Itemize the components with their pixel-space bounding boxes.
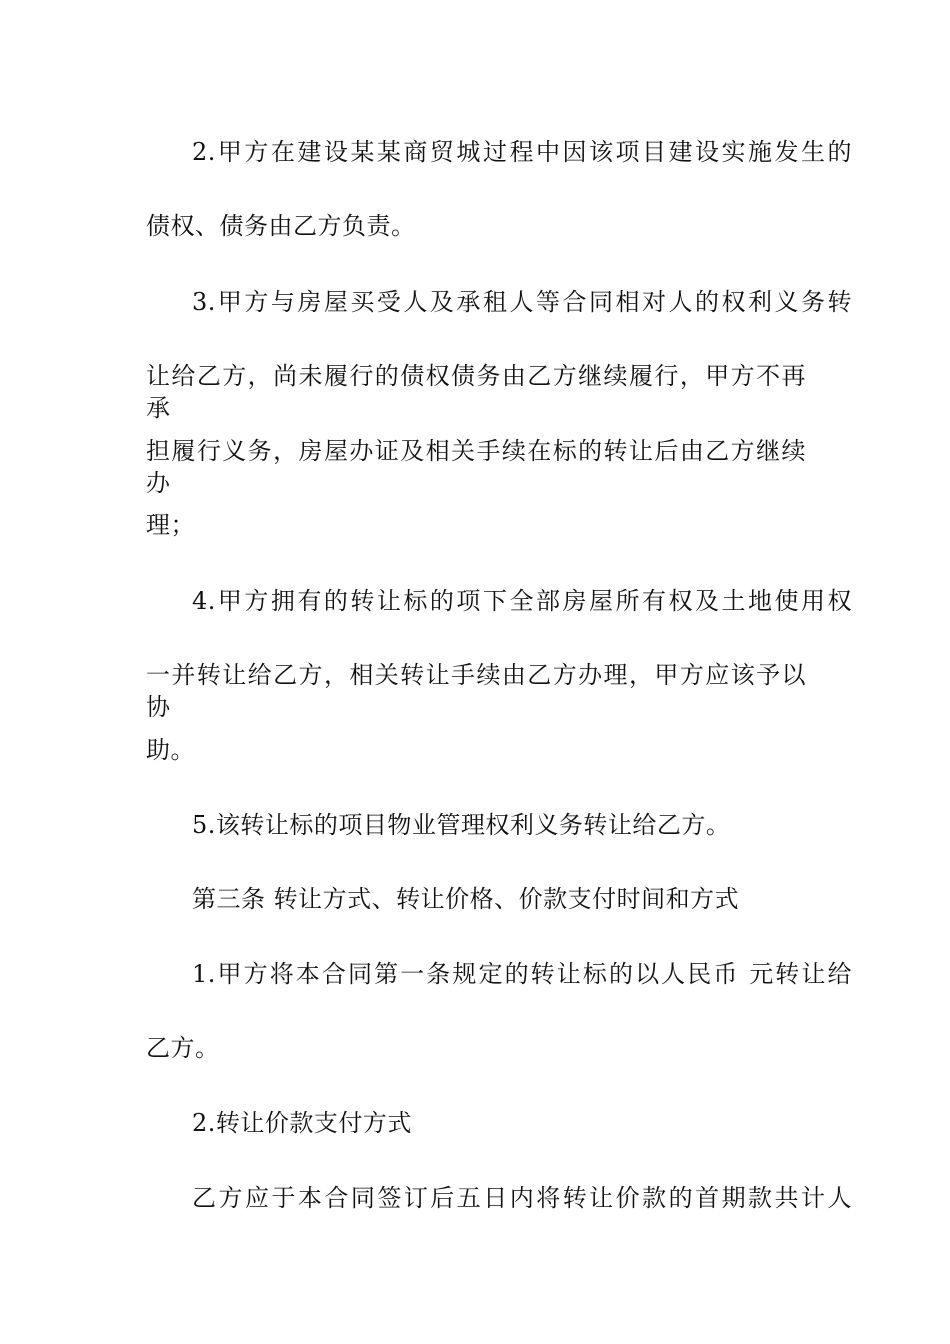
paragraph-3-line-1: 3.甲方与房屋买受人及承租人等合同相对人的权利义务转 [192, 288, 852, 316]
paragraph-3-line-3: 担履行义务，房屋办证及相关手续在标的转让后由乙方继续办 [146, 437, 806, 497]
article-3-item-1-line-2: 乙方。 [146, 1034, 220, 1062]
paragraph-5-line-1: 5.该转让标的项目物业管理权利义务转让给乙方。 [192, 811, 731, 839]
paragraph-4-line-2: 一并转让给乙方，相关转让手续由乙方办理，甲方应该予以协 [146, 661, 806, 721]
paragraph-3-line-4: 理； [146, 511, 195, 539]
article-3-item-1-line-1: 1.甲方将本合同第一条规定的转让标的以人民币 元转让给 [192, 960, 852, 988]
paragraph-4-line-1: 4.甲方拥有的转让标的项下全部房屋所有权及土地使用权 [192, 587, 852, 615]
paragraph-2-line-2: 债权、债务由乙方负责。 [146, 212, 416, 240]
paragraph-4-line-3: 助。 [146, 736, 195, 764]
article-3-item-2-line-1: 乙方应于本合同签订后五日内将转让价款的首期款共计人 [192, 1184, 852, 1212]
paragraph-2-line-1: 2.甲方在建设某某商贸城过程中因该项目建设实施发生的 [192, 138, 852, 166]
article-3-item-2-heading: 2.转让价款支付方式 [192, 1109, 412, 1137]
paragraph-3-line-2: 让给乙方，尚未履行的债权债务由乙方继续履行，甲方不再承 [146, 362, 806, 422]
article-3-heading: 第三条 转让方式、转让价格、价款支付时间和方式 [192, 885, 740, 913]
